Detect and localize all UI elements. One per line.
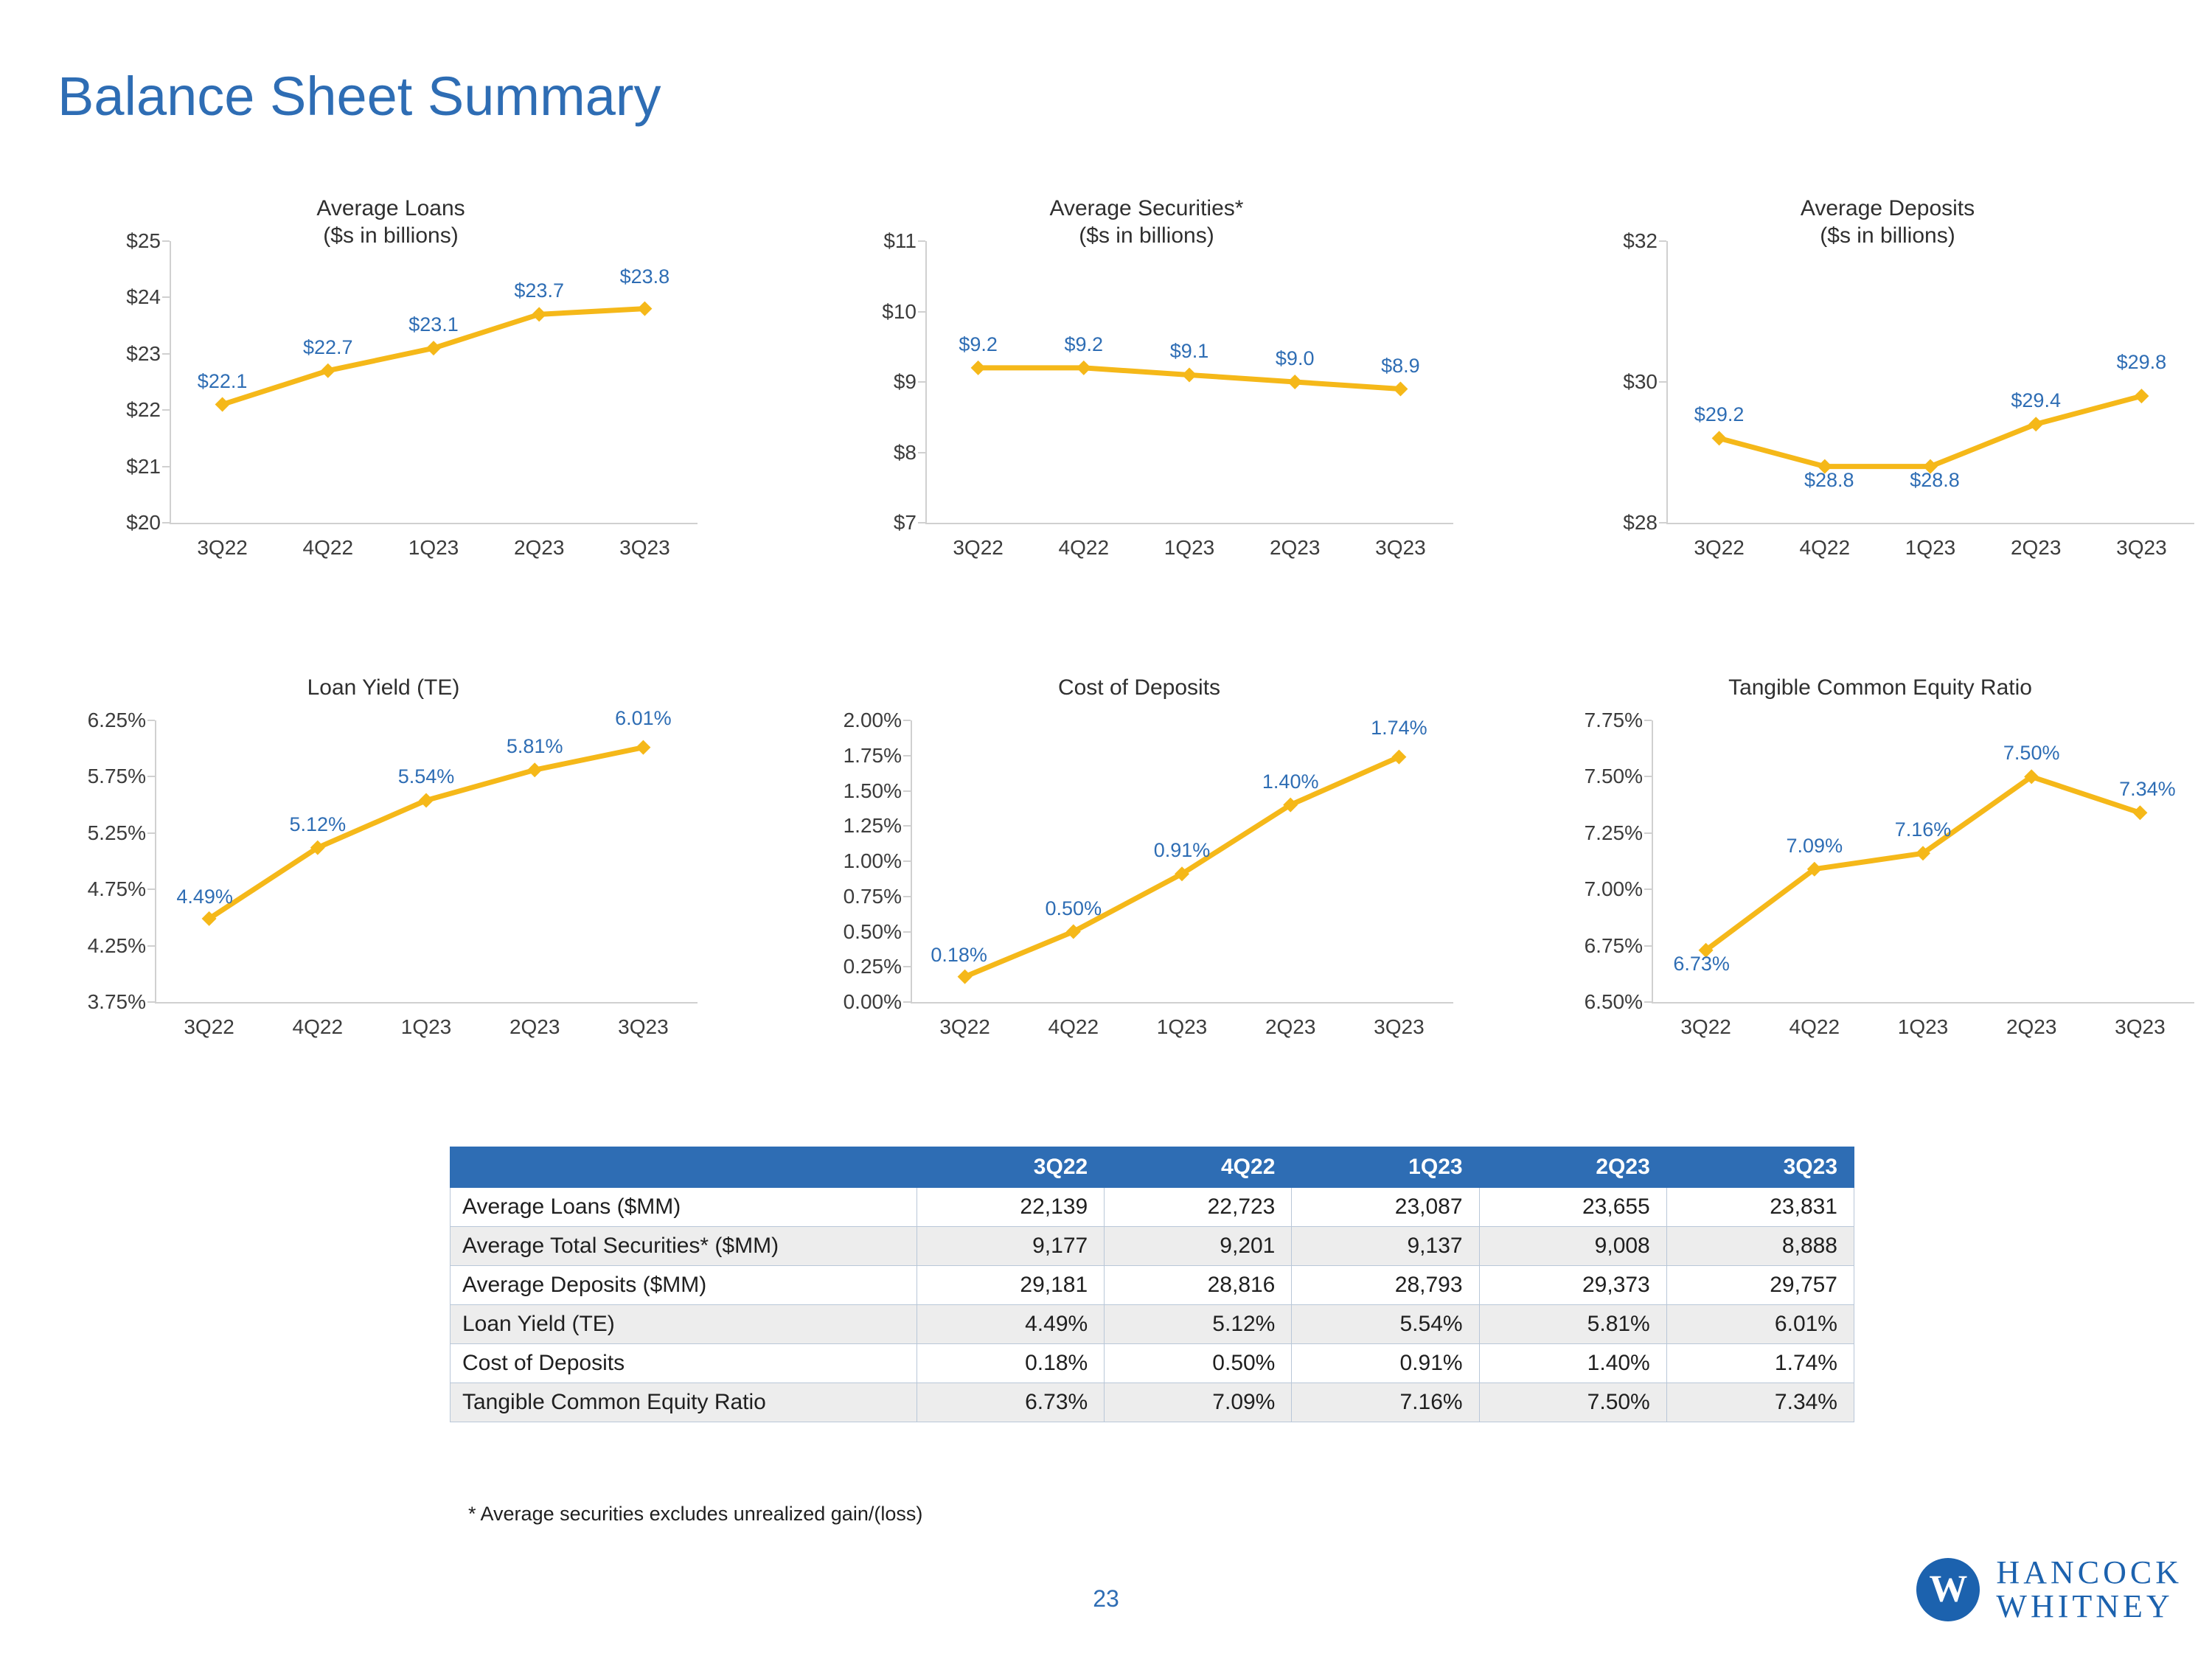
data-point-label: 6.73% (1673, 952, 1730, 975)
table-cell: 7.09% (1105, 1383, 1292, 1422)
data-point-label: $22.7 (303, 335, 353, 358)
table-cell: 5.54% (1292, 1305, 1479, 1344)
y-axis-tick-mark (918, 381, 925, 383)
data-point-marker (958, 970, 973, 984)
chart-average-securities (815, 195, 1478, 586)
x-axis-tick-label: 1Q23 (400, 1015, 452, 1038)
table-cell: 22,139 (917, 1188, 1105, 1227)
y-axis-tick-label: 5.75% (87, 765, 146, 788)
table-header-label (451, 1147, 917, 1188)
table-row (451, 1305, 1854, 1344)
y-axis-tick-label: 1.00% (843, 849, 902, 872)
y-axis-tick-mark (1659, 522, 1666, 524)
data-point-marker (527, 762, 542, 777)
data-point-marker (532, 307, 546, 321)
x-axis-line (1652, 1002, 2194, 1004)
y-axis-tick-label: 0.50% (843, 919, 902, 943)
data-point-label: 4.49% (176, 885, 233, 908)
y-axis-tick-mark (162, 466, 170, 467)
y-axis-tick-mark (147, 720, 155, 721)
data-point-marker (2132, 805, 2147, 820)
data-series-line (925, 241, 1453, 523)
table-cell: 9,008 (1479, 1227, 1666, 1266)
table-cell: 7.16% (1292, 1383, 1479, 1422)
data-point-label: 5.81% (506, 735, 563, 758)
chart-title: Average Loans ($s in billions) (59, 195, 723, 249)
table-row-label: Tangible Common Equity Ratio (451, 1383, 917, 1422)
logo-mark-icon (1916, 1558, 1980, 1621)
table-cell: 29,181 (917, 1266, 1105, 1305)
y-axis-tick-label: $21 (126, 454, 161, 478)
y-axis-tick-label: $8 (893, 440, 917, 464)
x-axis-tick-label: 3Q23 (2115, 1015, 2166, 1038)
table-header-row (451, 1147, 1854, 1188)
x-axis-line (1666, 523, 2194, 524)
table-header-2Q23: 2Q23 (1479, 1147, 1666, 1188)
data-point-label: $23.1 (408, 313, 459, 336)
table-header-3Q23: 3Q23 (1666, 1147, 1854, 1188)
chart-subtitle: ($s in billions) (1820, 223, 1955, 248)
y-axis-tick-mark (918, 240, 925, 242)
data-point-label: 6.01% (615, 706, 672, 729)
y-axis-tick-label: 4.75% (87, 877, 146, 901)
data-point-label: $29.8 (2116, 351, 2167, 374)
y-axis-tick-label: 6.50% (1584, 990, 1643, 1013)
y-axis-tick-label: $28 (1623, 511, 1658, 534)
y-axis-tick-mark (147, 1001, 155, 1003)
y-axis-tick-label: $23 (126, 341, 161, 365)
chart-loan-yield (44, 675, 723, 1065)
data-point-label: $9.1 (1169, 340, 1209, 363)
table-row-label: Average Deposits ($MM) (451, 1266, 917, 1305)
data-point-label: 5.54% (397, 765, 455, 788)
logo-line-2: WHITNEY (1996, 1588, 2174, 1625)
table-cell: 29,757 (1666, 1266, 1854, 1305)
data-point-label: 1.74% (1371, 716, 1427, 739)
table-cell: 1.40% (1479, 1344, 1666, 1383)
chart-average-loans (59, 195, 723, 586)
x-axis-tick-label: 1Q23 (1164, 536, 1215, 559)
data-point-marker (426, 341, 441, 355)
x-axis-tick-label: 2Q23 (2010, 536, 2062, 559)
y-axis-tick-mark (1644, 945, 1652, 947)
chart-title: Tangible Common Equity Ratio (1728, 675, 2032, 700)
y-axis-tick-mark (903, 790, 911, 792)
x-axis-tick-label: 3Q23 (618, 1015, 669, 1038)
y-axis-tick-label: 1.75% (843, 743, 902, 767)
y-axis-tick-mark (903, 1001, 911, 1003)
y-axis-tick-mark (147, 832, 155, 834)
x-axis-tick-label: 4Q22 (1789, 1015, 1840, 1038)
table-cell: 28,816 (1105, 1266, 1292, 1305)
y-axis-tick-label: 4.25% (87, 933, 146, 957)
y-axis-tick-label: $7 (893, 511, 917, 534)
table-row-label: Cost of Deposits (451, 1344, 917, 1383)
data-point-marker (321, 364, 335, 378)
data-point-label: 0.50% (1045, 897, 1102, 919)
x-axis-tick-label: 3Q23 (1375, 536, 1426, 559)
x-axis-tick-label: 3Q23 (2116, 536, 2167, 559)
chart-title: Loan Yield (TE) (307, 675, 460, 700)
y-axis-tick-mark (147, 776, 155, 777)
table-header-3Q22: 3Q22 (917, 1147, 1105, 1188)
x-axis-tick-label: 3Q23 (1374, 1015, 1425, 1038)
table-cell: 0.50% (1105, 1344, 1292, 1383)
data-point-marker (1712, 431, 1727, 445)
y-axis-tick-label: 3.75% (87, 990, 146, 1013)
y-axis-tick-mark (903, 825, 911, 827)
data-point-label: $28.8 (1910, 468, 1960, 491)
table-row-label: Loan Yield (TE) (451, 1305, 917, 1344)
data-point-marker (1391, 750, 1406, 765)
data-point-label: 7.34% (2119, 778, 2176, 801)
x-axis-tick-label: 4Q22 (1799, 536, 1851, 559)
table-row (451, 1383, 1854, 1422)
data-point-label: 0.91% (1153, 839, 1211, 862)
y-axis-tick-mark (1644, 888, 1652, 890)
data-point-label: $8.9 (1381, 354, 1420, 377)
y-axis-tick-label: $22 (126, 398, 161, 422)
data-series-line (1652, 720, 2194, 1002)
x-axis-tick-label: 4Q22 (302, 536, 354, 559)
y-axis-tick-mark (918, 522, 925, 524)
y-axis-tick-label: 0.00% (843, 990, 902, 1013)
y-axis-tick-mark (918, 452, 925, 453)
table-cell: 23,831 (1666, 1188, 1854, 1227)
table-cell: 6.01% (1666, 1305, 1854, 1344)
x-axis-tick-label: 3Q22 (1680, 1015, 1731, 1038)
table-cell: 4.49% (917, 1305, 1105, 1344)
y-axis-tick-label: $10 (882, 299, 917, 323)
y-axis-tick-mark (1644, 720, 1652, 721)
x-axis-tick-label: 3Q22 (953, 536, 1004, 559)
y-axis-tick-label: 7.50% (1584, 765, 1643, 788)
y-axis-tick-mark (162, 296, 170, 298)
x-axis-line (911, 1002, 1453, 1004)
x-axis-tick-label: 3Q22 (939, 1015, 990, 1038)
data-point-label: $23.7 (514, 279, 564, 302)
data-point-marker (2028, 417, 2043, 431)
data-point-label: $23.8 (619, 265, 670, 288)
x-axis-tick-label: 2Q23 (1269, 536, 1321, 559)
chart-subtitle: ($s in billions) (1079, 223, 1214, 248)
page-title: Balance Sheet Summary (58, 66, 661, 127)
x-axis-tick-label: 1Q23 (1156, 1015, 1208, 1038)
table-cell: 9,201 (1105, 1227, 1292, 1266)
table-cell: 9,177 (917, 1227, 1105, 1266)
table-cell: 9,137 (1292, 1227, 1479, 1266)
x-axis-tick-label: 1Q23 (1905, 536, 1956, 559)
table-row (451, 1266, 1854, 1305)
data-point-label: $28.8 (1804, 468, 1854, 491)
table-cell: 0.91% (1292, 1344, 1479, 1383)
x-axis-tick-label: 3Q22 (184, 1015, 234, 1038)
table-row (451, 1188, 1854, 1227)
y-axis-tick-mark (1659, 381, 1666, 383)
x-axis-line (170, 523, 698, 524)
data-point-marker (1393, 382, 1408, 397)
chart-subtitle: ($s in billions) (323, 223, 459, 248)
logo-line-1: HANCOCK (1996, 1554, 2183, 1590)
y-axis-tick-label: 1.50% (843, 779, 902, 802)
y-axis-tick-mark (162, 522, 170, 524)
y-axis-tick-mark (903, 720, 911, 721)
data-point-label: $9.2 (1064, 333, 1104, 355)
table-cell: 28,793 (1292, 1266, 1479, 1305)
y-axis-tick-mark (903, 966, 911, 967)
plot-area (87, 706, 698, 1038)
y-axis-tick-mark (1644, 776, 1652, 777)
page-number: 23 (1093, 1585, 1119, 1612)
y-axis-tick-mark (147, 888, 155, 890)
y-axis-tick-label: 6.25% (87, 709, 146, 731)
logo-wordmark (1996, 1556, 2183, 1624)
y-axis-tick-mark (147, 945, 155, 947)
y-axis-tick-label: 7.75% (1584, 709, 1643, 731)
table-cell: 7.34% (1666, 1383, 1854, 1422)
x-axis-tick-label: 3Q22 (1694, 536, 1745, 559)
table-cell: 5.81% (1479, 1305, 1666, 1344)
data-point-marker (637, 302, 652, 316)
data-point-label: $29.4 (2011, 389, 2061, 412)
y-axis-tick-label: $32 (1623, 229, 1658, 252)
data-point-label: 7.09% (1786, 834, 1843, 857)
x-axis-line (155, 1002, 698, 1004)
y-axis-tick-label: $24 (126, 285, 161, 309)
data-series-line (155, 720, 698, 1002)
data-point-label: $22.1 (197, 369, 248, 392)
summary-table-wrapper (450, 1147, 1854, 1422)
x-axis-tick-label: 3Q22 (197, 536, 248, 559)
data-point-label: $9.0 (1275, 347, 1315, 369)
data-point-label: 7.50% (2003, 742, 2060, 765)
y-axis-tick-label: $25 (126, 229, 161, 252)
y-axis-tick-mark (918, 311, 925, 313)
data-point-marker (1287, 375, 1302, 389)
data-point-marker (971, 361, 986, 375)
data-point-label: 0.18% (931, 943, 987, 966)
y-axis-tick-label: 6.75% (1584, 933, 1643, 957)
y-axis-tick-mark (162, 409, 170, 411)
data-point-label: $9.2 (959, 333, 998, 355)
logo-mark-letter: W (1929, 1568, 1968, 1610)
chart-title: Average Securities* ($s in billions) (815, 195, 1478, 249)
y-axis-tick-label: $30 (1623, 370, 1658, 393)
x-axis-tick-label: 4Q22 (292, 1015, 344, 1038)
y-axis-tick-label: 2.00% (843, 709, 902, 731)
data-series-line (170, 241, 698, 523)
y-axis-tick-mark (903, 896, 911, 897)
data-point-label: 5.12% (289, 813, 347, 835)
table-header-1Q23: 1Q23 (1292, 1147, 1479, 1188)
y-axis-tick-mark (162, 353, 170, 355)
x-axis-tick-label: 2Q23 (513, 536, 565, 559)
y-axis-tick-mark (903, 860, 911, 862)
y-axis-tick-mark (903, 931, 911, 933)
table-cell: 0.18% (917, 1344, 1105, 1383)
table-row (451, 1227, 1854, 1266)
y-axis-tick-mark (1659, 240, 1666, 242)
y-axis-tick-mark (1644, 1001, 1652, 1003)
summary-table (450, 1147, 1854, 1422)
table-cell: 22,723 (1105, 1188, 1292, 1227)
y-axis-tick-label: $11 (883, 229, 917, 252)
y-axis-tick-mark (162, 240, 170, 242)
table-header-4Q22: 4Q22 (1105, 1147, 1292, 1188)
plot-area (843, 709, 1453, 1038)
table-cell: 7.50% (1479, 1383, 1666, 1422)
y-axis-tick-label: 7.25% (1584, 821, 1643, 844)
chart-title: Average Deposits ($s in billions) (1556, 195, 2212, 249)
data-point-marker (419, 793, 434, 807)
data-point-marker (215, 397, 230, 412)
y-axis-tick-label: 7.00% (1584, 877, 1643, 901)
x-axis-tick-label: 4Q22 (1048, 1015, 1099, 1038)
table-row-label: Average Total Securities* ($MM) (451, 1227, 917, 1266)
y-axis-tick-label: $9 (893, 370, 917, 393)
table-cell: 8,888 (1666, 1227, 1854, 1266)
y-axis-tick-label: 1.25% (843, 814, 902, 838)
y-axis-tick-label: $20 (126, 511, 161, 534)
data-point-label: $29.2 (1694, 403, 1745, 426)
chart-tce-ratio (1541, 675, 2212, 1065)
x-axis-tick-label: 1Q23 (408, 536, 459, 559)
table-cell: 23,087 (1292, 1188, 1479, 1227)
table-cell: 23,655 (1479, 1188, 1666, 1227)
y-axis-tick-label: 0.75% (843, 884, 902, 908)
x-axis-tick-label: 2Q23 (2006, 1015, 2057, 1038)
table-cell: 6.73% (917, 1383, 1105, 1422)
x-axis-tick-label: 2Q23 (509, 1015, 560, 1038)
table-row (451, 1344, 1854, 1383)
company-logo (1916, 1556, 2183, 1624)
footnote: * Average securities excludes unrealized gain/(loss) (468, 1503, 923, 1525)
y-axis-tick-label: 5.25% (87, 821, 146, 844)
x-axis-tick-label: 3Q23 (619, 536, 670, 559)
table-row-label: Average Loans ($MM) (451, 1188, 917, 1227)
x-axis-line (925, 523, 1453, 524)
data-point-label: 7.16% (1894, 818, 1952, 841)
chart-title: Cost of Deposits (1057, 675, 1221, 700)
x-axis-tick-label: 1Q23 (1897, 1015, 1949, 1038)
chart-average-deposits (1556, 195, 2212, 586)
data-point-marker (1182, 367, 1197, 382)
x-axis-tick-label: 2Q23 (1265, 1015, 1316, 1038)
plot-area (1584, 709, 2194, 1038)
data-point-marker (1077, 361, 1091, 375)
table-cell: 29,373 (1479, 1266, 1666, 1305)
y-axis-tick-mark (903, 755, 911, 757)
data-point-marker (2134, 389, 2149, 403)
y-axis-tick-mark (1644, 832, 1652, 834)
chart-cost-of-deposits (800, 675, 1478, 1065)
table-cell: 1.74% (1666, 1344, 1854, 1383)
data-point-label: 1.40% (1262, 770, 1319, 793)
x-axis-tick-label: 4Q22 (1058, 536, 1110, 559)
data-point-marker (636, 740, 650, 755)
y-axis-tick-label: 0.25% (843, 955, 902, 978)
table-cell: 5.12% (1105, 1305, 1292, 1344)
